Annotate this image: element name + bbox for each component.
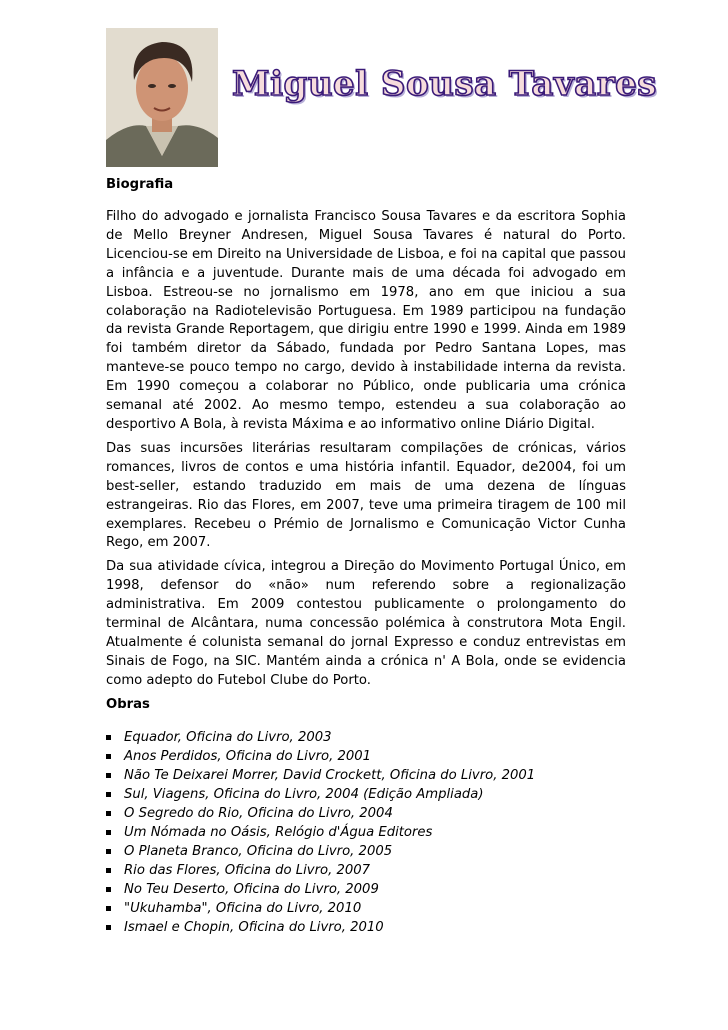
work-title: Um Nómada no Oásis, Relógio d'Água Editores bbox=[124, 824, 433, 840]
work-title: "Ukuhamba", Oficina do Livro, 2010 bbox=[124, 900, 362, 916]
list-item bbox=[106, 899, 626, 918]
biography-paragraph: Filho do advogado e jornalista Francisco Sousa Tavares e da escritora Sophia de Mello Breyner Andresen, Miguel Sousa Tavares é natural do Porto. Licenciou-se em Direito na Universidade de Lisboa, e foi na capital que passou a infância e a juventude. Durante mais de uma década foi advogado em Lisboa. Estreou-se no jornalismo em 1978, ano em que iniciou a sua colaboração na Radiotelevisão Portuguesa. Em 1989 participou na fundação da revista Grande Reportagem, que dirigiu entre 1990 e 1999. Ainda em 1989 foi também diretor da Sábado, fundada por Pedro Santana Lopes, mas manteve-se pouco tempo no cargo, devido à instabilidade interna da revista. Em 1990 começou a colaborar no Público, onde publicaria uma crónica semanal até 2002. Ao mesmo tempo, estendeu a sua colaboração ao desportivo A Bola, à revista Máxima e ao informativo online Diário Digital. bbox=[106, 209, 626, 432]
works-list bbox=[106, 728, 626, 937]
list-item bbox=[106, 842, 626, 861]
work-title: Sul, Viagens, Oficina do Livro, 2004 (Edição Ampliada) bbox=[124, 786, 484, 802]
biography-paragraph: Da sua atividade cívica, integrou a Direção do Movimento Portugal Único, em 1998, defensor do «não» num referendo sobre a regionalização administrativa. Em 2009 contestou publicamente o prolongamento do terminal de Alcântara, numa concessão polémica à construtora Mota Engil. Atualmente é colunista semanal do jornal Expresso e conduz entrevistas em Sinais de Fogo, na SIC. Mantém ainda a crónica n' A Bola, onde se evidencia como adepto do Futebol Clube do Porto. bbox=[106, 559, 626, 688]
bullet-icon bbox=[106, 792, 111, 797]
page-title: Miguel Sousa Tavares bbox=[232, 64, 657, 104]
list-item bbox=[106, 918, 626, 937]
biography-heading: Biografia bbox=[106, 177, 174, 192]
work-title: Equador, Oficina do Livro, 2003 bbox=[124, 729, 332, 745]
biography-section bbox=[106, 208, 626, 691]
bullet-icon bbox=[106, 868, 111, 873]
list-item bbox=[106, 728, 626, 747]
work-title: O Segredo do Rio, Oficina do Livro, 2004 bbox=[124, 805, 393, 821]
work-title: Rio das Flores, Oficina do Livro, 2007 bbox=[124, 862, 371, 878]
bullet-icon bbox=[106, 773, 111, 778]
list-item bbox=[106, 804, 626, 823]
bullet-icon bbox=[106, 754, 111, 759]
bullet-icon bbox=[106, 906, 111, 911]
list-item bbox=[106, 880, 626, 899]
main-content bbox=[106, 176, 626, 937]
work-title: O Planeta Branco, Oficina do Livro, 2005 bbox=[124, 843, 393, 859]
bullet-icon bbox=[106, 887, 111, 892]
work-title: No Teu Deserto, Oficina do Livro, 2009 bbox=[124, 881, 379, 897]
author-portrait-image bbox=[106, 28, 218, 167]
list-item bbox=[106, 785, 626, 804]
work-title: Anos Perdidos, Oficina do Livro, 2001 bbox=[124, 748, 372, 764]
bullet-icon bbox=[106, 735, 111, 740]
bullet-icon bbox=[106, 830, 111, 835]
bullet-icon bbox=[106, 925, 111, 930]
bullet-icon bbox=[106, 849, 111, 854]
work-title: Ismael e Chopin, Oficina do Livro, 2010 bbox=[124, 919, 384, 935]
list-item bbox=[106, 823, 626, 842]
list-item bbox=[106, 766, 626, 785]
biography-paragraph: Das suas incursões literárias resultaram compilações de crónicas, vários romances, livros de contos e uma história infantil. Equador, de2004, foi um best-seller, estando traduzido em mais de uma dezena de línguas estrangeiras. Rio das Flores, em 2007, teve uma primeira tiragem de 100 mil exemplares. Recebeu o Prémio de Jornalismo e Comunicação Victor Cunha Rego, em 2007. bbox=[106, 440, 626, 551]
work-title: Não Te Deixarei Morrer, David Crockett, Oficina do Livro, 2001 bbox=[124, 767, 536, 783]
works-heading: Obras bbox=[106, 696, 150, 712]
list-item bbox=[106, 747, 626, 766]
bullet-icon bbox=[106, 811, 111, 816]
list-item bbox=[106, 861, 626, 880]
